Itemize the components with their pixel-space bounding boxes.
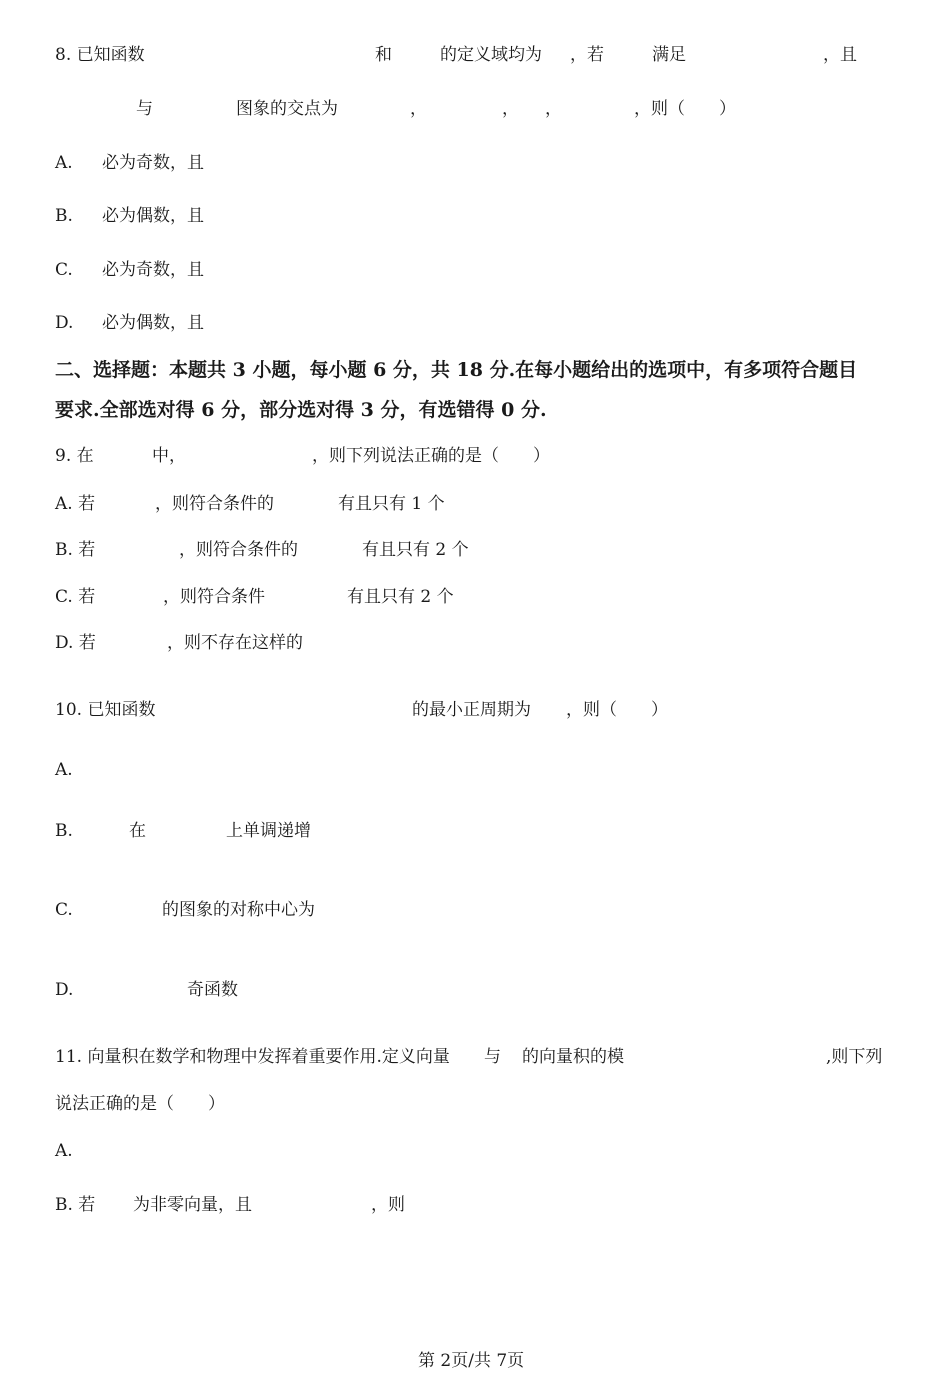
q10-option-b-letter: B. xyxy=(55,821,73,841)
q9-option-b-mid: ，则符合条件的 xyxy=(179,540,298,560)
q9-option-c-lead: C. 若 xyxy=(55,587,96,607)
q11-mod: 的向量积的模 xyxy=(522,1047,624,1067)
q10-option-a-letter: A. xyxy=(55,760,73,780)
q11-line-2: 说法正确的是（ ） xyxy=(55,1094,225,1114)
q8-option-a-text: 必为奇数，且 xyxy=(102,153,204,173)
q9-option-a-end: 有且只有 1 个 xyxy=(338,494,445,514)
q8-option-a-letter: A. xyxy=(55,153,73,173)
q8-option-d-letter: D. xyxy=(55,313,74,333)
q8-option-b-letter: B. xyxy=(55,206,73,226)
q9-option-a-mid: ，则符合条件的 xyxy=(155,494,274,514)
q10-period: 的最小正周期为 xyxy=(412,700,531,720)
q11-option-b-lead: B. 若 xyxy=(55,1195,96,1215)
q11-option-b-mid: 为非零向量，且 xyxy=(133,1195,252,1215)
q10-option-d-letter: D. xyxy=(55,980,74,1000)
q10-option-d-text: 奇函数 xyxy=(187,980,238,1000)
q8-option-d-text: 必为偶数，且 xyxy=(102,313,204,333)
q8-intersect: 图象的交点为 xyxy=(236,99,338,119)
page-number: 第 2页/共 7页 xyxy=(418,1351,525,1371)
q11-option-a-letter: A. xyxy=(55,1141,73,1161)
q9-option-b-lead: B. 若 xyxy=(55,540,96,560)
q8-option-c-text: 必为奇数，且 xyxy=(102,260,204,280)
q10-lead: 10. 已知函数 xyxy=(55,700,156,720)
q9-option-c-end: 有且只有 2 个 xyxy=(347,587,454,607)
q8-domain-text: 的定义域均为 xyxy=(440,45,542,65)
q8-comma-1: ， xyxy=(410,99,427,119)
q10-then: ，则（ ） xyxy=(566,700,668,720)
q9-lead: 9. 在 xyxy=(55,446,94,466)
q9-option-c-mid: ，则符合条件 xyxy=(163,587,265,607)
q11-option-b-end: ，则 xyxy=(371,1195,405,1215)
q8-then: ，则（ ） xyxy=(634,99,736,119)
section-2-line-2: 要求.全部选对得 6 分，部分选对得 3 分，有选错得 0 分. xyxy=(55,399,547,421)
q8-option-b-text: 必为偶数，且 xyxy=(102,206,204,226)
q10-option-c-letter: C. xyxy=(55,900,73,920)
q11-with: 与 xyxy=(484,1047,501,1067)
q9-option-d-lead: D. 若 xyxy=(55,633,96,653)
q9-option-b-end: 有且只有 2 个 xyxy=(362,540,469,560)
q8-comma-2: ， xyxy=(502,99,519,119)
q8-comma-3: ， xyxy=(545,99,562,119)
q8-if: ，若 xyxy=(570,45,604,65)
q8-satisfy: 满足 xyxy=(652,45,686,65)
section-2-line-1: 二、选择题：本题共 3 小题，每小题 6 分，共 18 分.在每小题给出的选项中，有多项符合题目 xyxy=(55,359,858,381)
q8-option-c-letter: C. xyxy=(55,260,73,280)
q10-option-b-in: 在 xyxy=(129,821,146,841)
q10-option-b-text: 上单调递增 xyxy=(226,821,311,841)
q8-with: 与 xyxy=(136,99,153,119)
q9-option-d-mid: ，则不存在这样的 xyxy=(167,633,303,653)
q9-mid: 中， xyxy=(152,446,186,466)
q11-lead: 11. 向量积在数学和物理中发挥着重要作用.定义向量 xyxy=(55,1047,450,1067)
q11-end: ,则下列 xyxy=(826,1047,883,1067)
q8-and: 和 xyxy=(375,45,392,65)
q9-end: ，则下列说法正确的是（ ） xyxy=(312,446,550,466)
q8-lead: 8. 已知函数 xyxy=(55,45,145,65)
q8-and2: ，且 xyxy=(823,45,857,65)
q9-option-a-lead: A. 若 xyxy=(55,494,96,514)
q10-option-c-text: 的图象的对称中心为 xyxy=(162,900,315,920)
